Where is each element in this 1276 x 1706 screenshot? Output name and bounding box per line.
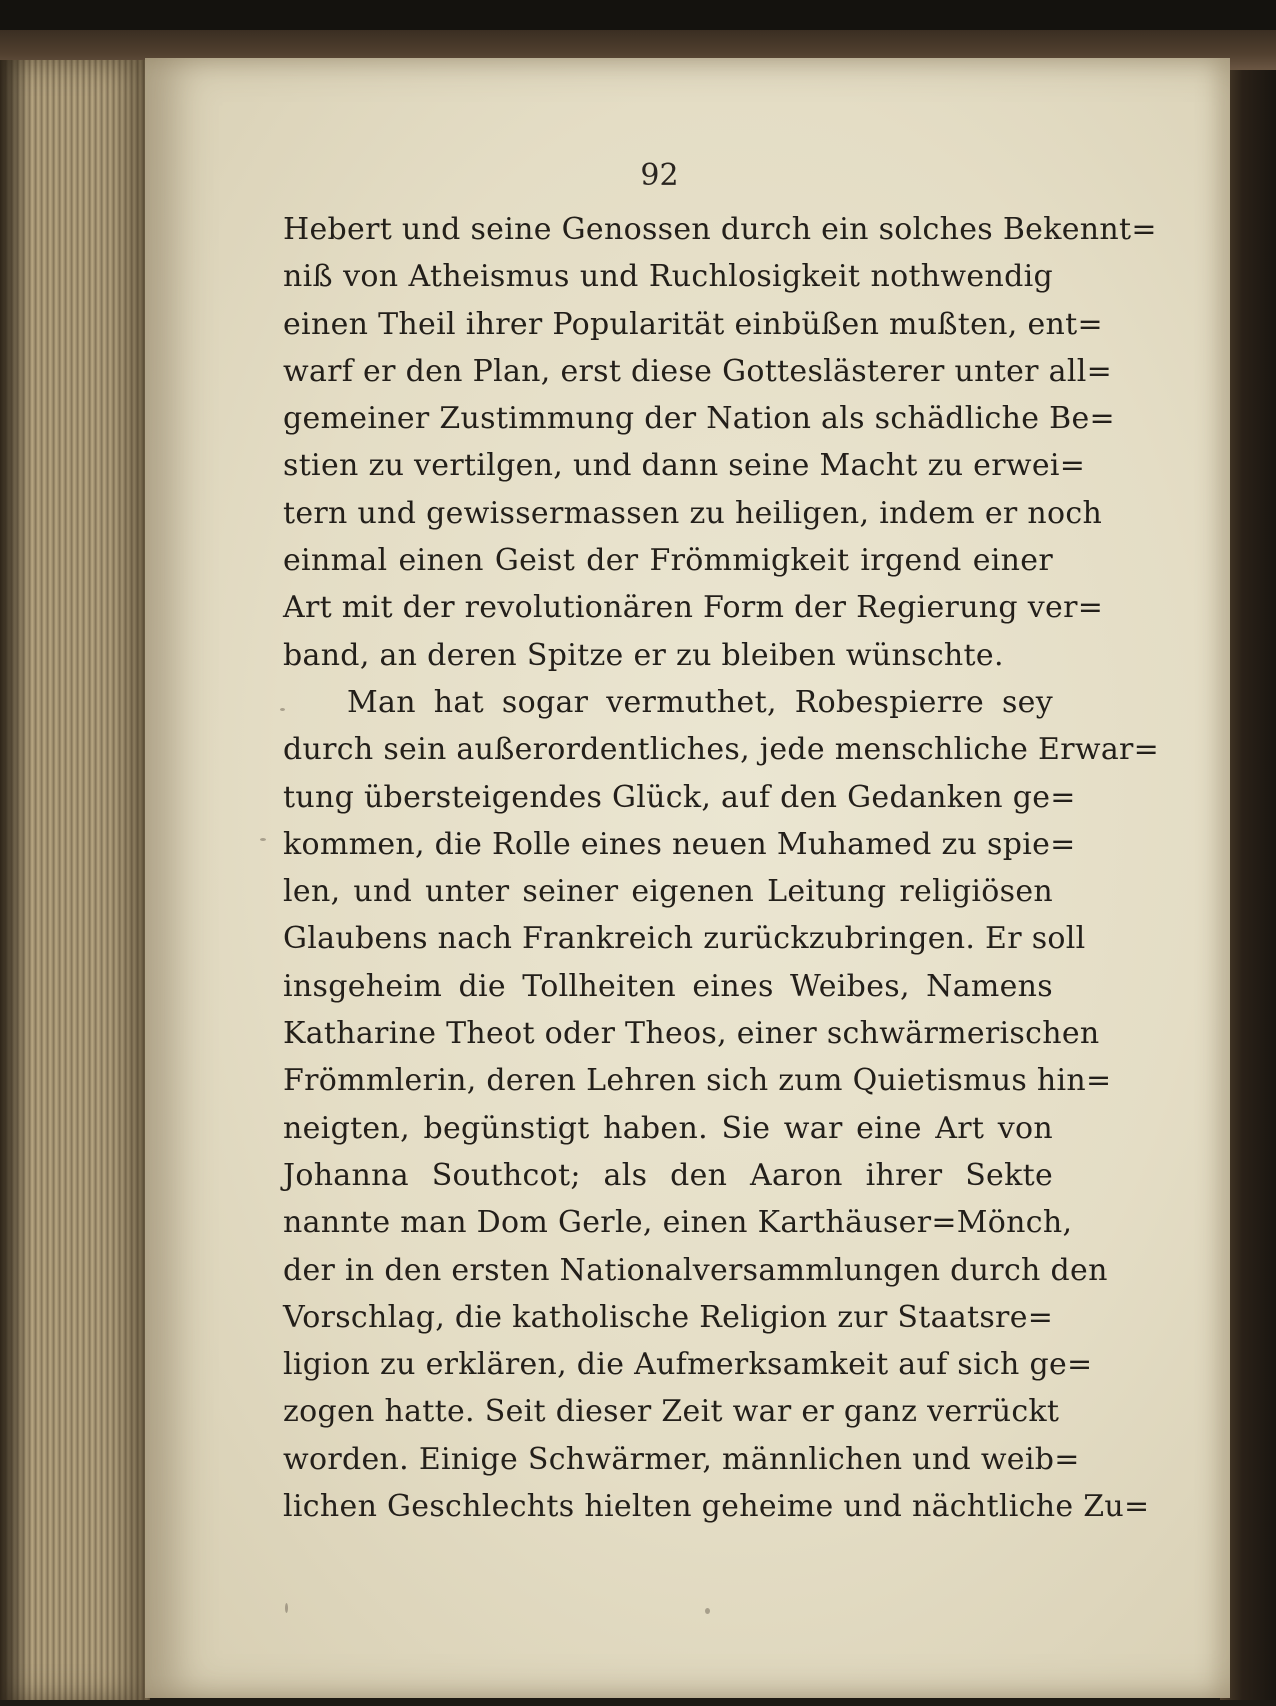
text-line: Johanna Southcot; als den Aaron ihrer Sekte <box>283 1157 1053 1193</box>
text-line: zogen hatte. Seit dieser Zeit war er ganz verrückt <box>283 1394 1060 1430</box>
text-line: Hebert und seine Genossen durch ein solches Bekennt= <box>283 212 1157 247</box>
text-line: tung übersteigendes Glück, auf den Gedanken ge= <box>283 779 1076 815</box>
text-line: Man hat sogar vermuthet, Robespierre sey <box>347 684 1053 720</box>
text-line: len, und unter seiner eigenen Leitung religiösen <box>283 874 1053 910</box>
text-line: stien zu vertilgen, und dann seine Macht zu erwei= <box>283 448 1086 484</box>
book-page <box>145 58 1230 1698</box>
text-line: lichen Geschlechts hielten geheime und nächtliche Zu= <box>283 1489 1150 1525</box>
paper-speck <box>285 1603 288 1613</box>
paper-speck <box>280 708 285 711</box>
text-line: nannte man Dom Gerle, einen Karthäuser=Mönch, <box>283 1205 1073 1241</box>
text-line: Vorschlag, die katholische Religion zur Staatsre= <box>283 1299 1054 1335</box>
text-line: durch sein außerordentliches, jede menschliche Erwar= <box>283 732 1160 768</box>
text-line: einen Theil ihrer Popularität einbüßen mußten, ent= <box>283 306 1103 342</box>
text-line: neigten, begünstigt haben. Sie war eine Art von <box>283 1110 1053 1146</box>
text-line: ligion zu erklären, die Aufmerksamkeit auf sich ge= <box>283 1347 1093 1383</box>
open-book <box>0 30 1276 1706</box>
page-edges-left <box>0 60 150 1700</box>
text-line: Art mit der revolutionären Form der Regierung ver= <box>283 590 1104 626</box>
page-number: 92 <box>640 158 679 193</box>
text-line: worden. Einige Schwärmer, männlichen und weib= <box>283 1441 1080 1477</box>
text-line: kommen, die Rolle eines neuen Muhamed zu spie= <box>283 826 1076 862</box>
body-text <box>283 206 1160 1530</box>
text-line: Frömmlerin, deren Lehren sich zum Quietismus hin= <box>283 1063 1112 1099</box>
text-line: einmal einen Geist der Frömmigkeit irgend einer <box>283 543 1053 579</box>
paper-speck <box>705 1608 710 1614</box>
text-line: gemeiner Zustimmung der Nation als schädliche Be= <box>283 401 1115 437</box>
text-line: tern und gewissermassen zu heiligen, indem er noch <box>283 495 1103 531</box>
text-line: Katharine Theot oder Theos, einer schwärmerischen <box>283 1016 1100 1052</box>
text-line: insgeheim die Tollheiten eines Weibes, Namens <box>283 968 1053 1004</box>
text-line: der in den ersten Nationalversammlungen durch den <box>283 1252 1108 1288</box>
text-line: band, an deren Spitze er zu bleiben wünschte. <box>283 637 1004 673</box>
text-line: Glaubens nach Frankreich zurückzubringen. Er soll <box>283 921 1086 957</box>
text-line: warf er den Plan, erst diese Gotteslästerer unter all= <box>283 353 1113 389</box>
paper-speck <box>260 838 266 841</box>
text-line: niß von Atheismus und Ruchlosigkeit nothwendig <box>283 259 1053 295</box>
